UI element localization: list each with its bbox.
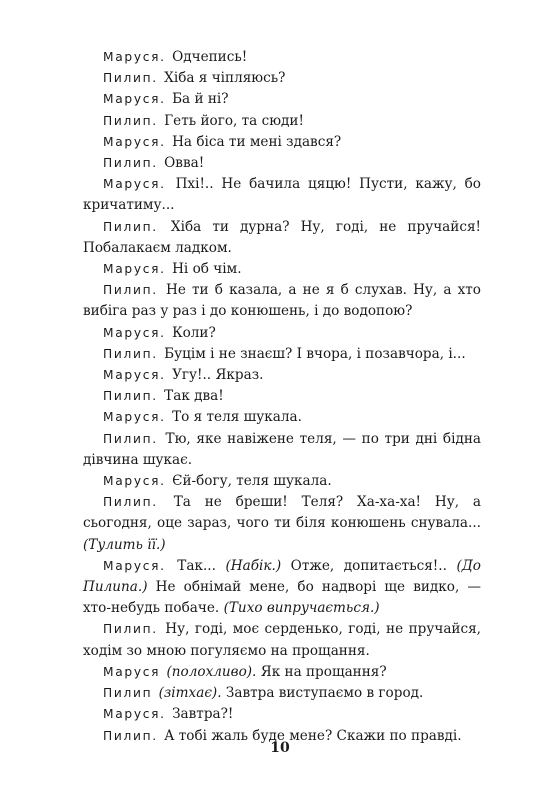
speech-text: Тю, яке навіжене теля, — по три дні бідна дівчина шукає. — [83, 430, 481, 468]
speech-text: Овва! — [159, 155, 205, 172]
speech-text: Не ти б казала, а не я б слухав. Ну, а хто вибіга раз у раз і до конюшень, і до водопою? — [83, 282, 481, 320]
dialogue-line — [83, 47, 481, 68]
speech-text: Не обнімай мене, бо надворі ще видко, — хто-небудь побаче. — [83, 579, 481, 617]
speech-text: Геть його, та сюди! — [159, 112, 304, 129]
dialogue-line — [83, 556, 481, 620]
speech-text: На біса ти мені здався? — [167, 133, 342, 150]
dialogue-line — [83, 89, 481, 110]
speaker-name: Маруся. — [103, 410, 166, 425]
speaker-name: Маруся. — [103, 558, 166, 573]
speaker-name: Пилип. — [103, 219, 158, 234]
speaker-name: Пилип. — [103, 389, 158, 404]
speaker-name: Пилип. — [103, 495, 158, 510]
speaker-name: Пилип. — [103, 622, 158, 637]
dialogue-line — [83, 365, 481, 386]
dialogue-line — [83, 323, 481, 344]
speech-text: Хіба ти дурна? Ну, годі, не пручайся! Побалакаєм ладком. — [83, 218, 481, 256]
stage-direction: (Тулить її.) — [83, 536, 166, 553]
speaker-name: Маруся. — [103, 50, 166, 64]
speech-text: Завтра?! — [167, 706, 234, 723]
speaker-name: Пилип. — [103, 283, 158, 298]
speech-text: Єй-богу, теля шукала. — [167, 473, 332, 490]
stage-direction: (зітхає). — [158, 685, 222, 702]
dialogue-line — [83, 153, 481, 174]
dialogue-line — [83, 259, 481, 280]
speaker-name: Пилип — [103, 686, 153, 701]
speech-text: Отже, допитається!.. — [281, 557, 457, 574]
speech-text: Так два! — [159, 388, 224, 405]
speaker-name: Пилип. — [103, 71, 158, 86]
speech-text: То я теля шукала. — [167, 409, 302, 426]
speaker-name: Пилип. — [103, 728, 158, 743]
stage-direction: (Набік.) — [225, 557, 282, 574]
dialogue-line — [83, 429, 481, 471]
speaker-name: Маруся. — [103, 474, 166, 489]
speaker-name: Маруся. — [103, 92, 166, 107]
speaker-name: Маруся. — [103, 707, 166, 722]
dialogue-line — [83, 407, 481, 428]
dialogue-line — [83, 492, 481, 556]
dialogue-line — [83, 683, 481, 704]
dialogue-line — [83, 68, 481, 89]
speaker-name: Маруся. — [103, 262, 166, 277]
speech-text: Хіба я чіпляюсь? — [159, 70, 286, 87]
stage-direction: (Тихо випручається.) — [223, 600, 380, 617]
dialogue-line — [83, 174, 481, 216]
dialogue-line — [83, 704, 481, 725]
dialogue-line — [83, 619, 481, 661]
speech-text: Пхі!.. Не бачила цяцю! Пусти, кажу, бо кричатиму... — [83, 176, 481, 214]
speaker-name: Пилип. — [103, 431, 158, 446]
speech-text: Одчепись! — [167, 49, 248, 65]
speaker-name: Пилип. — [103, 346, 158, 361]
speech-text: Як на прощання? — [256, 663, 387, 680]
play-dialogue — [83, 47, 481, 747]
speech-text: Ні об чім. — [167, 261, 242, 278]
speech-text: Буцім і не знаєш? І вчора, і позавчора, і... — [159, 345, 466, 362]
speaker-name: Пилип. — [103, 113, 158, 128]
dialogue-line — [83, 217, 481, 259]
dialogue-line — [83, 280, 481, 322]
speech-text: Так... — [167, 557, 226, 574]
dialogue-line — [83, 662, 481, 683]
speech-text: А тобі жаль буде мене? Скажи по правді. — [159, 727, 462, 744]
speaker-name: Маруся. — [103, 134, 166, 149]
dialogue-line — [83, 344, 481, 365]
speech-text: Коли? — [167, 324, 216, 341]
page-number: 10 — [270, 740, 290, 756]
speech-text: Завтра виступаємо в город. — [221, 685, 424, 702]
speech-text: Ба й ні? — [167, 91, 229, 108]
speaker-name: Маруся — [103, 664, 161, 679]
speaker-name: Маруся. — [103, 177, 166, 192]
speech-text: Ну, годі, моє серденько, годі, не пручайся, ходім зо мною погуляємо на прощання. — [83, 621, 481, 659]
speaker-name: Маруся. — [103, 325, 166, 340]
dialogue-line — [83, 386, 481, 407]
stage-direction: (До Пилипа.) — [83, 557, 481, 596]
dialogue-line — [83, 471, 481, 492]
stage-direction: (полохливо). — [166, 663, 257, 680]
speech-text: Та не бреши! Теля? Ха-ха-ха! Ну, а сьогодня, оце зараз, чого ти біля конюшень снувала... — [83, 494, 481, 532]
dialogue-line — [83, 111, 481, 132]
speech-text: Угу!.. Якраз. — [167, 367, 264, 384]
speaker-name: Пилип. — [103, 156, 158, 171]
dialogue-line — [83, 132, 481, 153]
speaker-name: Маруся. — [103, 368, 166, 383]
